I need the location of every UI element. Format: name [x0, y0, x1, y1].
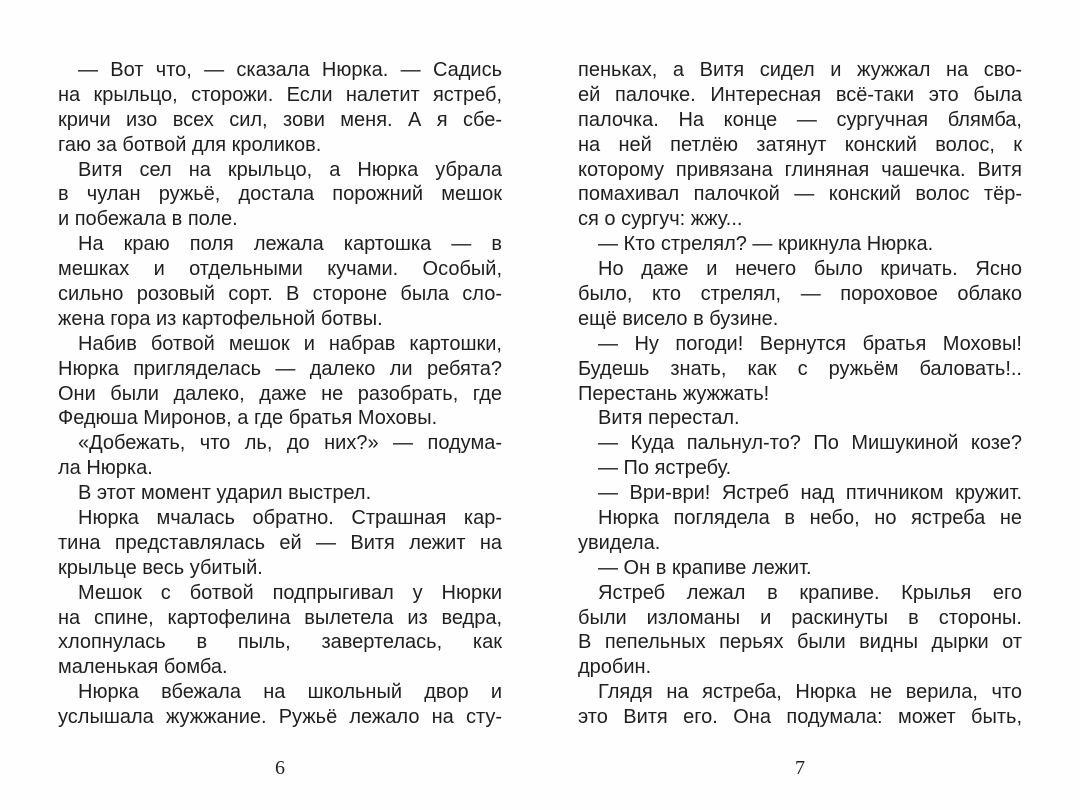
text-line: мешках и отдельными кучами. Особый,: [58, 258, 502, 281]
text-line: Нюрка поглядела в небо, но ястреба не: [598, 507, 1022, 530]
text-line: ла Нюрка.: [58, 457, 153, 480]
text-line: Ястреб лежал в крапиве. Крылья его: [598, 581, 1022, 604]
text-line: — По ястребу.: [598, 457, 732, 480]
text-line: В пепельных перьях были видны дырки от: [578, 631, 1022, 654]
text-line: В этот момент ударил выстрел.: [78, 482, 372, 505]
text-line: Нюрка мчалась обратно. Страшная кар-: [78, 507, 502, 530]
text-line: Но даже и нечего было кричать. Ясно: [598, 258, 1022, 281]
text-line: на спине, картофелина вылетела из ведра,: [58, 606, 502, 629]
page-text-left: [58, 58, 502, 730]
text-line: На краю поля лежала картошка — в: [78, 233, 502, 256]
text-line: Нюрка вбежала на школьный двор и: [78, 681, 502, 704]
text-line: ей палочке. Интересная всё-таки это была: [578, 83, 1022, 106]
book-page-right: [578, 58, 1022, 798]
text-line: «Добежать, что ль, до них?» — подума-: [78, 432, 502, 455]
text-line: в чулан ружьё, достала порожний мешок: [58, 183, 502, 206]
text-line: было, кто стрелял, — пороховое облако: [578, 283, 1022, 306]
text-line: Мешок с ботвой подпрыгивал у Нюрки: [78, 581, 502, 604]
text-line: Витя перестал.: [598, 407, 740, 430]
text-line: Глядя на ястреба, Нюрка не верила, что: [598, 681, 1022, 704]
text-line: Они были далеко, даже не разобрать, где: [58, 382, 502, 405]
text-line: — Вот что, — сказала Нюрка. — Садись: [78, 59, 502, 81]
text-line: пеньках, а Витя сидел и жужжал на сво-: [578, 59, 1022, 81]
text-line: крыльце весь убитый.: [58, 556, 263, 579]
page-number-right: 7: [795, 757, 805, 779]
text-line: услышала жужжание. Ружьё лежало на сту-: [58, 706, 502, 729]
text-line: это Витя его. Она подумала: может быть,: [578, 706, 1022, 729]
text-line: дробин.: [578, 656, 652, 679]
text-line: ещё висело в бузине.: [578, 307, 779, 330]
text-line: на крыльцо, сторожи. Если налетит ястреб,: [58, 83, 502, 106]
text-line: — Он в крапиве лежит.: [598, 556, 812, 579]
text-line: гаю за ботвой для кроликов.: [58, 133, 322, 156]
text-line: — Куда пальнул-то? По Мишукиной козе?: [598, 432, 1022, 455]
text-line: — Ври-ври! Ястреб над птичником кружит.: [598, 482, 1022, 505]
book-page-left: [58, 58, 502, 798]
text-line: были изломаны и раскинуты в стороны.: [578, 606, 1022, 629]
text-line: и побежала в поле.: [58, 208, 238, 231]
text-line: — Кто стрелял? — крикнула Нюрка.: [598, 233, 934, 256]
text-line: увидела.: [578, 531, 661, 554]
text-line: Федюша Миронов, а где братья Моховы.: [58, 407, 438, 430]
text-line: Будешь знать, как с ружьём баловать!..: [578, 357, 1022, 380]
text-line: маленькая бомба.: [58, 656, 228, 679]
text-line: палочка. На конце — сургучная блямба,: [578, 108, 1022, 131]
text-line: тина представлялась ей — Витя лежит на: [58, 531, 502, 554]
text-line: Перестань жужжать!: [578, 382, 770, 405]
text-line: сильно розовый сорт. В стороне была сло-: [58, 283, 502, 306]
text-line: помахивал палочкой — конский волос тёр-: [578, 183, 1022, 206]
text-line: кричи изо всех сил, зови меня. А я сбе-: [58, 108, 502, 131]
text-line: хлопнулась в пыль, завертелась, как: [58, 631, 502, 654]
text-line: Нюрка пригляделась — далеко ли ребята?: [58, 357, 502, 380]
text-line: ся о сургуч: жжу...: [578, 208, 743, 231]
page-text-right: [578, 58, 1022, 730]
page-number-left: 6: [275, 757, 285, 779]
text-line: Витя сел на крыльцо, а Нюрка убрала: [78, 158, 502, 181]
text-line: которому привязана глиняная чашечка. Витя: [578, 158, 1022, 181]
text-line: Набив ботвой мешок и набрав картошки,: [78, 332, 502, 355]
text-line: на ней петлёю затянут конский волос, к: [578, 133, 1022, 156]
text-line: — Ну погоди! Вернутся братья Моховы!: [598, 332, 1022, 355]
text-line: жена гора из картофельной ботвы.: [58, 307, 383, 330]
